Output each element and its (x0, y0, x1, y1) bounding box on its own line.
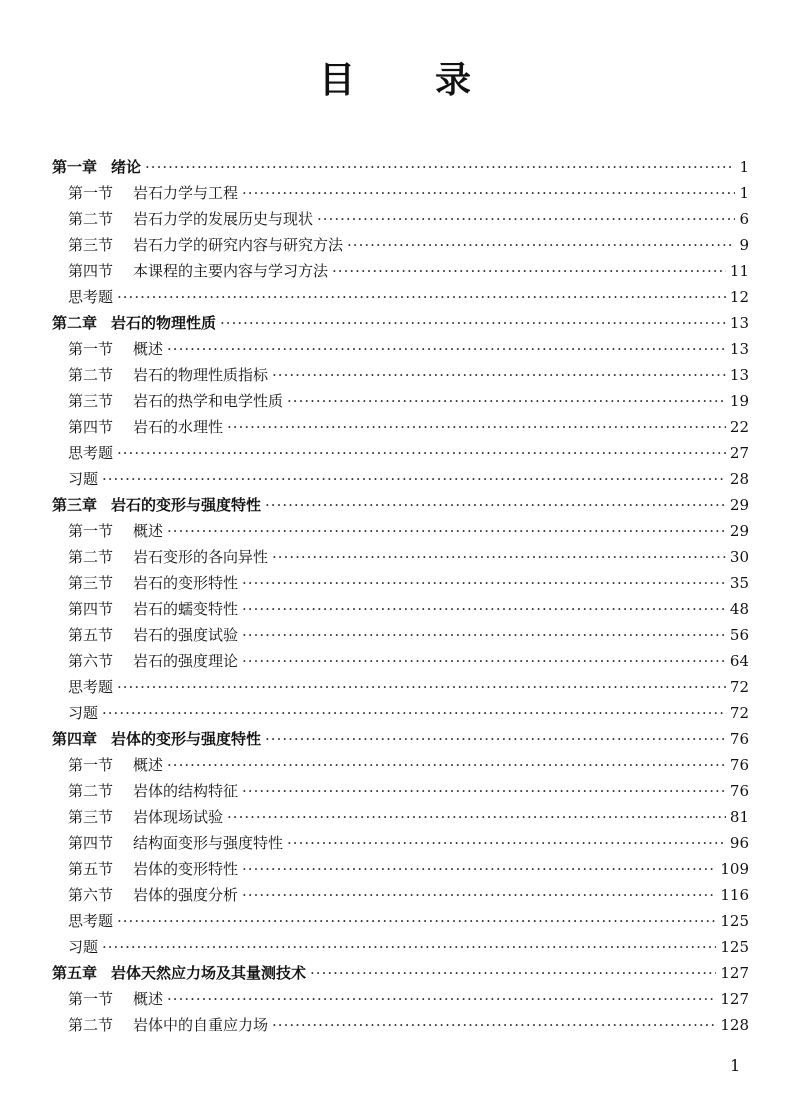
toc-section-entry[interactable] (52, 936, 749, 962)
title-char-2: 录 (435, 59, 472, 101)
toc-leader-dots (242, 886, 716, 904)
toc-entry-page: 127 (720, 990, 749, 1008)
toc-entry-title: 概述 (133, 522, 164, 540)
toc-entry-title: 岩石的强度试验 (133, 626, 239, 644)
toc-entry-page: 27 (729, 444, 749, 462)
toc-entry-title: 岩石的物理性质指标 (133, 366, 269, 384)
toc-entry-page: 76 (729, 756, 749, 774)
toc-leader-dots (242, 600, 726, 618)
toc-entry-number: 第二节 (68, 366, 114, 384)
toc-entry-number: 第六节 (68, 652, 114, 670)
toc-entry-number: 第四节 (68, 262, 114, 280)
toc-entry-title: 岩石的物理性质 (111, 314, 217, 332)
toc-entry-page: 29 (729, 522, 749, 540)
toc-entry-number: 第四节 (68, 418, 114, 436)
toc-leader-dots (167, 756, 726, 774)
toc-entry-page: 28 (729, 470, 749, 488)
toc-entry-title: 本课程的主要内容与学习方法 (133, 262, 329, 280)
toc-section-entry[interactable] (52, 858, 749, 884)
toc-entry-title: 岩石的热学和电学性质 (133, 392, 284, 410)
toc-section-entry[interactable] (52, 754, 749, 780)
toc-entry-number: 第一章 (52, 158, 98, 176)
toc-leader-dots (272, 366, 726, 384)
toc-leader-dots (102, 470, 726, 488)
toc-entry-title: 岩石变形的各向异性 (133, 548, 269, 566)
toc-section-entry[interactable] (52, 390, 749, 416)
toc-entry-title: 思考题 (68, 678, 114, 696)
page-title (0, 52, 790, 103)
toc-entry-page: 1 (739, 184, 749, 202)
toc-entry-page: 12 (729, 288, 749, 306)
toc-entry-page: 72 (729, 704, 749, 722)
toc-entry-number: 第三节 (68, 236, 114, 254)
toc-entry-number: 第三节 (68, 392, 114, 410)
toc-entry-title: 岩石力学的研究内容与研究方法 (133, 236, 344, 254)
toc-entry-title: 绪论 (111, 158, 142, 176)
toc-chapter-entry[interactable] (52, 494, 749, 520)
toc-leader-dots (102, 938, 716, 956)
title-char-1: 目 (318, 59, 355, 101)
toc-section-entry[interactable] (52, 910, 749, 936)
toc-entry-page: 128 (720, 1016, 749, 1034)
toc-section-entry[interactable] (52, 624, 749, 650)
toc-entry-title: 岩石的水理性 (133, 418, 224, 436)
toc-leader-dots (265, 730, 726, 748)
toc-section-entry[interactable] (52, 650, 749, 676)
toc-entry-number: 第二节 (68, 1016, 114, 1034)
toc-entry-page: 56 (729, 626, 749, 644)
toc-leader-dots (287, 392, 726, 410)
toc-entry-page: 127 (720, 964, 749, 982)
toc-section-entry[interactable] (52, 884, 749, 910)
toc-leader-dots (272, 548, 726, 566)
toc-entry-number: 第四节 (68, 600, 114, 618)
toc-leader-dots (117, 288, 726, 306)
toc-entry-number: 第四章 (52, 730, 98, 748)
toc-entry-number: 第一节 (68, 522, 114, 540)
toc-entry-title: 思考题 (68, 912, 114, 930)
toc-entry-page: 19 (729, 392, 749, 410)
toc-leader-dots (167, 990, 716, 1008)
toc-entry-number: 第三节 (68, 574, 114, 592)
toc-leader-dots (220, 314, 726, 332)
toc-chapter-entry[interactable] (52, 728, 749, 754)
toc-section-entry[interactable] (52, 520, 749, 546)
toc-entry-page: 9 (739, 236, 749, 254)
toc-leader-dots (117, 678, 726, 696)
toc-entry-title: 岩石的变形与强度特性 (111, 496, 262, 514)
toc-entry-title: 岩石的变形特性 (133, 574, 239, 592)
toc-chapter-entry[interactable] (52, 962, 749, 988)
toc-section-entry[interactable] (52, 416, 749, 442)
toc-entry-page: 81 (729, 808, 749, 826)
toc-leader-dots (117, 912, 716, 930)
toc-entry-title: 岩体的变形与强度特性 (111, 730, 262, 748)
toc-entry-title: 结构面变形与强度特性 (133, 834, 284, 852)
toc-chapter-entry[interactable] (52, 156, 749, 182)
toc-leader-dots (242, 626, 726, 644)
toc-entry-title: 思考题 (68, 288, 114, 306)
toc-entry-page: 48 (729, 600, 749, 618)
toc-entry-page: 76 (729, 730, 749, 748)
page-number: 1 (730, 1056, 741, 1075)
toc-leader-dots (227, 808, 726, 826)
toc-section-entry[interactable] (52, 988, 749, 1014)
toc-leader-dots (287, 834, 726, 852)
toc-entry-page: 11 (729, 262, 749, 280)
toc-entry-page: 125 (720, 938, 749, 956)
toc-section-entry[interactable] (52, 546, 749, 572)
toc-section-entry[interactable] (52, 1014, 749, 1040)
toc-section-entry[interactable] (52, 702, 749, 728)
toc-entry-page: 6 (739, 210, 749, 228)
toc-entry-number: 第五节 (68, 626, 114, 644)
toc-entry-page: 125 (720, 912, 749, 930)
toc-entry-page: 1 (739, 158, 749, 176)
toc-entry-number: 第一节 (68, 756, 114, 774)
toc-leader-dots (332, 262, 726, 280)
toc-entry-title: 岩体的强度分析 (133, 886, 239, 904)
toc-leader-dots (167, 340, 726, 358)
toc-entry-page: 13 (729, 314, 749, 332)
toc-section-entry[interactable] (52, 468, 749, 494)
toc-entry-number: 第二节 (68, 782, 114, 800)
toc-entry-title: 概述 (133, 340, 164, 358)
toc-section-entry[interactable] (52, 364, 749, 390)
toc-entry-number: 第六节 (68, 886, 114, 904)
toc-leader-dots (145, 158, 735, 176)
toc-leader-dots (167, 522, 726, 540)
toc-entry-page: 109 (720, 860, 749, 878)
toc-entry-title: 岩石力学与工程 (133, 184, 239, 202)
toc-entry-title: 概述 (133, 756, 164, 774)
toc-entry-number: 第二节 (68, 548, 114, 566)
toc-leader-dots (242, 574, 726, 592)
toc-entry-title: 岩体现场试验 (133, 808, 224, 826)
toc-entry-page: 22 (729, 418, 749, 436)
toc-entry-number: 第一节 (68, 990, 114, 1008)
toc-entry-title: 岩体中的自重应力场 (133, 1016, 269, 1034)
toc-entry-title: 习题 (68, 704, 99, 722)
toc-entry-number: 第一节 (68, 340, 114, 358)
toc-entry-title: 习题 (68, 938, 99, 956)
toc-section-entry[interactable] (52, 338, 749, 364)
toc-entry-number: 第二节 (68, 210, 114, 228)
toc-entry-page: 64 (729, 652, 749, 670)
toc-leader-dots (227, 418, 726, 436)
toc-section-entry[interactable] (52, 286, 749, 312)
toc-section-entry[interactable] (52, 260, 749, 286)
toc-entry-number: 第五节 (68, 860, 114, 878)
toc-leader-dots (242, 652, 726, 670)
toc-chapter-entry[interactable] (52, 312, 749, 338)
toc-section-entry[interactable] (52, 598, 749, 624)
toc-leader-dots (265, 496, 726, 514)
toc-entry-number: 第四节 (68, 834, 114, 852)
toc-entry-title: 岩石的强度理论 (133, 652, 239, 670)
toc-entry-title: 岩体天然应力场及其量测技术 (111, 964, 307, 982)
toc-entry-title: 岩体的变形特性 (133, 860, 239, 878)
toc-entry-page: 29 (729, 496, 749, 514)
toc-section-entry[interactable] (52, 806, 749, 832)
toc-entry-page: 72 (729, 678, 749, 696)
toc-entry-number: 第三节 (68, 808, 114, 826)
toc-leader-dots (272, 1016, 716, 1034)
toc-entry-title: 岩体的结构特征 (133, 782, 239, 800)
table-of-contents (52, 156, 749, 1040)
toc-leader-dots (102, 704, 726, 722)
toc-entry-page: 13 (729, 340, 749, 358)
toc-section-entry[interactable] (52, 182, 749, 208)
toc-entry-title: 思考题 (68, 444, 114, 462)
toc-leader-dots (317, 210, 735, 228)
toc-section-entry[interactable] (52, 780, 749, 806)
toc-entry-number: 第一节 (68, 184, 114, 202)
toc-entry-number: 第五章 (52, 964, 98, 982)
toc-section-entry[interactable] (52, 832, 749, 858)
toc-entry-page: 30 (729, 548, 749, 566)
toc-leader-dots (310, 964, 716, 982)
toc-section-entry[interactable] (52, 442, 749, 468)
toc-section-entry[interactable] (52, 572, 749, 598)
toc-entry-page: 76 (729, 782, 749, 800)
toc-entry-page: 13 (729, 366, 749, 384)
toc-section-entry[interactable] (52, 234, 749, 260)
toc-leader-dots (242, 782, 726, 800)
toc-entry-title: 习题 (68, 470, 99, 488)
toc-entry-number: 第三章 (52, 496, 98, 514)
toc-entry-title: 概述 (133, 990, 164, 1008)
toc-entry-page: 96 (729, 834, 749, 852)
toc-leader-dots (242, 184, 735, 202)
toc-leader-dots (242, 860, 716, 878)
toc-leader-dots (347, 236, 735, 254)
toc-entry-page: 35 (729, 574, 749, 592)
toc-entry-number: 第二章 (52, 314, 98, 332)
toc-leader-dots (117, 444, 726, 462)
toc-section-entry[interactable] (52, 208, 749, 234)
toc-entry-title: 岩石力学的发展历史与现状 (133, 210, 314, 228)
toc-entry-page: 116 (720, 886, 749, 904)
toc-section-entry[interactable] (52, 676, 749, 702)
toc-entry-title: 岩石的蠕变特性 (133, 600, 239, 618)
